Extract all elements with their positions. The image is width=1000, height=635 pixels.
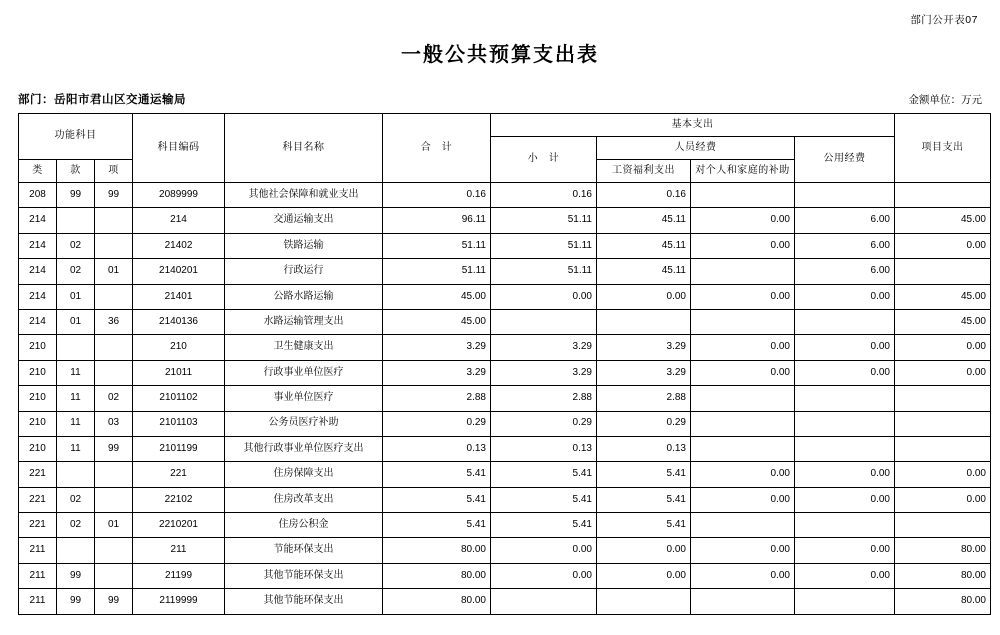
th-total: 合 计 (383, 114, 491, 183)
cell-subject-name: 其他节能环保支出 (225, 563, 383, 588)
cell-total: 45.00 (383, 284, 491, 309)
cell-xiang: 99 (95, 183, 133, 208)
cell-kuan: 01 (57, 309, 95, 334)
cell-family-subsidy (691, 309, 795, 334)
cell-lei: 210 (19, 411, 57, 436)
cell-salary-welfare: 0.00 (597, 538, 691, 563)
cell-kuan: 11 (57, 360, 95, 385)
cell-xiang (95, 233, 133, 258)
page-title: 一般公共预算支出表 (401, 44, 599, 66)
cell-lei: 210 (19, 335, 57, 360)
th-subtotal: 小 计 (491, 137, 597, 183)
cell-salary-welfare: 0.00 (597, 284, 691, 309)
cell-total: 96.11 (383, 208, 491, 233)
cell-total: 5.41 (383, 462, 491, 487)
cell-kuan: 02 (57, 233, 95, 258)
cell-salary-welfare: 0.29 (597, 411, 691, 436)
cell-public-funds: 0.00 (795, 462, 895, 487)
table-row (19, 360, 991, 385)
cell-xiang (95, 462, 133, 487)
cell-subtotal: 3.29 (491, 335, 597, 360)
cell-subtotal: 51.11 (491, 233, 597, 258)
cell-salary-welfare: 5.41 (597, 487, 691, 512)
cell-kuan: 01 (57, 284, 95, 309)
document-meta (18, 67, 982, 113)
cell-public-funds: 6.00 (795, 208, 895, 233)
cell-total: 3.29 (383, 360, 491, 385)
cell-project-expenditure (895, 259, 991, 284)
cell-family-subsidy (691, 589, 795, 614)
cell-salary-welfare: 5.41 (597, 513, 691, 538)
cell-subject-name: 住房公积金 (225, 513, 383, 538)
cell-total: 5.41 (383, 513, 491, 538)
cell-public-funds (795, 589, 895, 614)
cell-lei: 210 (19, 436, 57, 461)
cell-salary-welfare: 2.88 (597, 386, 691, 411)
cell-subject-code: 210 (133, 335, 225, 360)
cell-subject-code: 21199 (133, 563, 225, 588)
cell-subject-name: 交通运输支出 (225, 208, 383, 233)
cell-subject-code: 214 (133, 208, 225, 233)
cell-salary-welfare (597, 309, 691, 334)
cell-xiang: 36 (95, 309, 133, 334)
cell-kuan: 02 (57, 487, 95, 512)
cell-lei: 211 (19, 563, 57, 588)
cell-total: 5.41 (383, 487, 491, 512)
cell-salary-welfare: 0.13 (597, 436, 691, 461)
cell-kuan: 11 (57, 386, 95, 411)
cell-lei: 214 (19, 284, 57, 309)
table-row (19, 335, 991, 360)
cell-kuan (57, 335, 95, 360)
cell-subject-code: 2101199 (133, 436, 225, 461)
cell-total: 51.11 (383, 259, 491, 284)
cell-lei: 221 (19, 487, 57, 512)
cell-lei: 221 (19, 513, 57, 538)
cell-subtotal (491, 309, 597, 334)
cell-subject-name: 其他节能环保支出 (225, 589, 383, 614)
th-salary-welfare: 工资福利支出 (597, 160, 691, 183)
th-family-subsidy: 对个人和家庭的补助 (691, 160, 795, 183)
cell-project-expenditure (895, 411, 991, 436)
cell-salary-welfare (597, 589, 691, 614)
cell-xiang: 01 (95, 513, 133, 538)
table-row (19, 487, 991, 512)
cell-family-subsidy: 0.00 (691, 360, 795, 385)
cell-public-funds (795, 309, 895, 334)
cell-project-expenditure: 80.00 (895, 589, 991, 614)
cell-subtotal: 0.29 (491, 411, 597, 436)
table-row (19, 563, 991, 588)
cell-public-funds (795, 436, 895, 461)
cell-public-funds (795, 386, 895, 411)
cell-kuan: 11 (57, 411, 95, 436)
th-function-subject: 功能科目 (19, 114, 133, 160)
cell-public-funds: 0.00 (795, 538, 895, 563)
cell-subject-code: 2119999 (133, 589, 225, 614)
cell-family-subsidy (691, 259, 795, 284)
cell-subject-code: 2089999 (133, 183, 225, 208)
cell-kuan: 02 (57, 259, 95, 284)
table-row (19, 411, 991, 436)
table-body (19, 183, 991, 615)
table-head (19, 114, 991, 183)
cell-project-expenditure: 0.00 (895, 335, 991, 360)
cell-xiang (95, 563, 133, 588)
cell-project-expenditure (895, 183, 991, 208)
cell-public-funds: 0.00 (795, 284, 895, 309)
cell-subject-code: 211 (133, 538, 225, 563)
cell-total: 80.00 (383, 563, 491, 588)
cell-kuan: 99 (57, 589, 95, 614)
cell-family-subsidy: 0.00 (691, 233, 795, 258)
th-subject-name: 科目名称 (225, 114, 383, 183)
cell-lei: 208 (19, 183, 57, 208)
cell-subtotal: 2.88 (491, 386, 597, 411)
cell-family-subsidy (691, 436, 795, 461)
cell-kuan (57, 208, 95, 233)
cell-family-subsidy: 0.00 (691, 563, 795, 588)
cell-family-subsidy: 0.00 (691, 208, 795, 233)
cell-subject-name: 住房改革支出 (225, 487, 383, 512)
cell-project-expenditure: 0.00 (895, 462, 991, 487)
form-number-label: 部门公开表07 (910, 14, 978, 26)
cell-salary-welfare: 0.00 (597, 563, 691, 588)
cell-subject-name: 公务员医疗补助 (225, 411, 383, 436)
cell-subtotal: 0.16 (491, 183, 597, 208)
cell-subject-name: 水路运输管理支出 (225, 309, 383, 334)
cell-subtotal: 5.41 (491, 487, 597, 512)
cell-subtotal: 5.41 (491, 462, 597, 487)
cell-lei: 211 (19, 589, 57, 614)
cell-subtotal: 0.00 (491, 284, 597, 309)
cell-xiang: 01 (95, 259, 133, 284)
cell-family-subsidy (691, 513, 795, 538)
table-row (19, 513, 991, 538)
cell-salary-welfare: 5.41 (597, 462, 691, 487)
cell-public-funds: 0.00 (795, 360, 895, 385)
cell-salary-welfare: 45.11 (597, 208, 691, 233)
cell-salary-welfare: 3.29 (597, 335, 691, 360)
cell-public-funds: 0.00 (795, 487, 895, 512)
cell-family-subsidy: 0.00 (691, 538, 795, 563)
cell-total: 3.29 (383, 335, 491, 360)
th-xiang: 项 (95, 160, 133, 183)
cell-subtotal: 0.00 (491, 538, 597, 563)
cell-subtotal: 51.11 (491, 259, 597, 284)
table-row (19, 436, 991, 461)
cell-total: 80.00 (383, 589, 491, 614)
cell-subject-name: 其他社会保障和就业支出 (225, 183, 383, 208)
cell-subject-code: 2101103 (133, 411, 225, 436)
cell-project-expenditure: 0.00 (895, 233, 991, 258)
cell-lei: 214 (19, 309, 57, 334)
cell-xiang (95, 487, 133, 512)
cell-lei: 221 (19, 462, 57, 487)
cell-salary-welfare: 45.11 (597, 259, 691, 284)
cell-subject-code: 221 (133, 462, 225, 487)
cell-total: 0.16 (383, 183, 491, 208)
cell-lei: 214 (19, 208, 57, 233)
cell-lei: 214 (19, 233, 57, 258)
th-personnel-expenditure: 人员经费 (597, 137, 795, 160)
th-subject-code: 科目编码 (133, 114, 225, 183)
cell-project-expenditure: 45.00 (895, 208, 991, 233)
cell-lei: 214 (19, 259, 57, 284)
cell-subtotal: 0.00 (491, 563, 597, 588)
cell-subject-code: 2210201 (133, 513, 225, 538)
cell-salary-welfare: 45.11 (597, 233, 691, 258)
cell-salary-welfare: 3.29 (597, 360, 691, 385)
budget-table (18, 113, 991, 615)
cell-lei: 210 (19, 360, 57, 385)
table-row (19, 259, 991, 284)
cell-total: 0.29 (383, 411, 491, 436)
cell-subject-code: 2101102 (133, 386, 225, 411)
cell-project-expenditure: 0.00 (895, 360, 991, 385)
amount-unit-label: 金额单位：万元 (908, 94, 982, 106)
cell-kuan (57, 538, 95, 563)
cell-subject-name: 铁路运输 (225, 233, 383, 258)
cell-public-funds: 0.00 (795, 335, 895, 360)
table-row (19, 183, 991, 208)
th-basic-expenditure: 基本支出 (491, 114, 895, 137)
cell-subject-name: 卫生健康支出 (225, 335, 383, 360)
cell-subject-code: 21402 (133, 233, 225, 258)
table-row (19, 284, 991, 309)
cell-family-subsidy (691, 411, 795, 436)
cell-public-funds: 0.00 (795, 563, 895, 588)
cell-family-subsidy: 0.00 (691, 284, 795, 309)
cell-kuan: 11 (57, 436, 95, 461)
cell-public-funds (795, 513, 895, 538)
th-public-funds: 公用经费 (795, 137, 895, 183)
cell-xiang (95, 360, 133, 385)
cell-project-expenditure: 80.00 (895, 563, 991, 588)
cell-total: 45.00 (383, 309, 491, 334)
table-row (19, 538, 991, 563)
table-row (19, 233, 991, 258)
cell-subtotal: 0.13 (491, 436, 597, 461)
cell-public-funds (795, 183, 895, 208)
cell-subject-name: 公路水路运输 (225, 284, 383, 309)
cell-project-expenditure (895, 436, 991, 461)
cell-family-subsidy (691, 386, 795, 411)
cell-subtotal (491, 589, 597, 614)
cell-subject-name: 住房保障支出 (225, 462, 383, 487)
cell-project-expenditure: 45.00 (895, 309, 991, 334)
cell-xiang (95, 284, 133, 309)
cell-subtotal: 5.41 (491, 513, 597, 538)
cell-kuan: 99 (57, 563, 95, 588)
cell-total: 2.88 (383, 386, 491, 411)
cell-kuan (57, 462, 95, 487)
th-project-expenditure: 项目支出 (895, 114, 991, 183)
cell-project-expenditure: 45.00 (895, 284, 991, 309)
cell-salary-welfare: 0.16 (597, 183, 691, 208)
cell-lei: 210 (19, 386, 57, 411)
cell-xiang (95, 335, 133, 360)
cell-family-subsidy: 0.00 (691, 335, 795, 360)
table-row (19, 386, 991, 411)
cell-public-funds: 6.00 (795, 233, 895, 258)
cell-subject-name: 事业单位医疗 (225, 386, 383, 411)
cell-subject-name: 其他行政事业单位医疗支出 (225, 436, 383, 461)
th-kuan: 款 (57, 160, 95, 183)
cell-subject-name: 行政运行 (225, 259, 383, 284)
header-row-1 (19, 114, 991, 137)
cell-kuan: 99 (57, 183, 95, 208)
cell-family-subsidy (691, 183, 795, 208)
cell-project-expenditure (895, 386, 991, 411)
cell-lei: 211 (19, 538, 57, 563)
cell-project-expenditure (895, 513, 991, 538)
cell-public-funds (795, 411, 895, 436)
cell-subject-code: 22102 (133, 487, 225, 512)
th-lei: 类 (19, 160, 57, 183)
cell-xiang: 03 (95, 411, 133, 436)
cell-subject-code: 2140136 (133, 309, 225, 334)
cell-public-funds: 6.00 (795, 259, 895, 284)
cell-total: 51.11 (383, 233, 491, 258)
cell-xiang: 99 (95, 436, 133, 461)
cell-xiang: 99 (95, 589, 133, 614)
table-row (19, 208, 991, 233)
table-row (19, 589, 991, 614)
cell-xiang: 02 (95, 386, 133, 411)
cell-xiang (95, 208, 133, 233)
cell-family-subsidy: 0.00 (691, 462, 795, 487)
cell-project-expenditure: 80.00 (895, 538, 991, 563)
cell-subject-name: 行政事业单位医疗 (225, 360, 383, 385)
cell-total: 0.13 (383, 436, 491, 461)
cell-family-subsidy: 0.00 (691, 487, 795, 512)
cell-xiang (95, 538, 133, 563)
cell-subtotal: 51.11 (491, 208, 597, 233)
cell-subject-name: 节能环保支出 (225, 538, 383, 563)
cell-subject-code: 21401 (133, 284, 225, 309)
table-row (19, 462, 991, 487)
cell-total: 80.00 (383, 538, 491, 563)
cell-subject-code: 21011 (133, 360, 225, 385)
table-row (19, 309, 991, 334)
department-label: 部门：岳阳市君山区交通运输局 (18, 94, 186, 106)
cell-subtotal: 3.29 (491, 360, 597, 385)
cell-project-expenditure: 0.00 (895, 487, 991, 512)
cell-subject-code: 2140201 (133, 259, 225, 284)
cell-kuan: 02 (57, 513, 95, 538)
